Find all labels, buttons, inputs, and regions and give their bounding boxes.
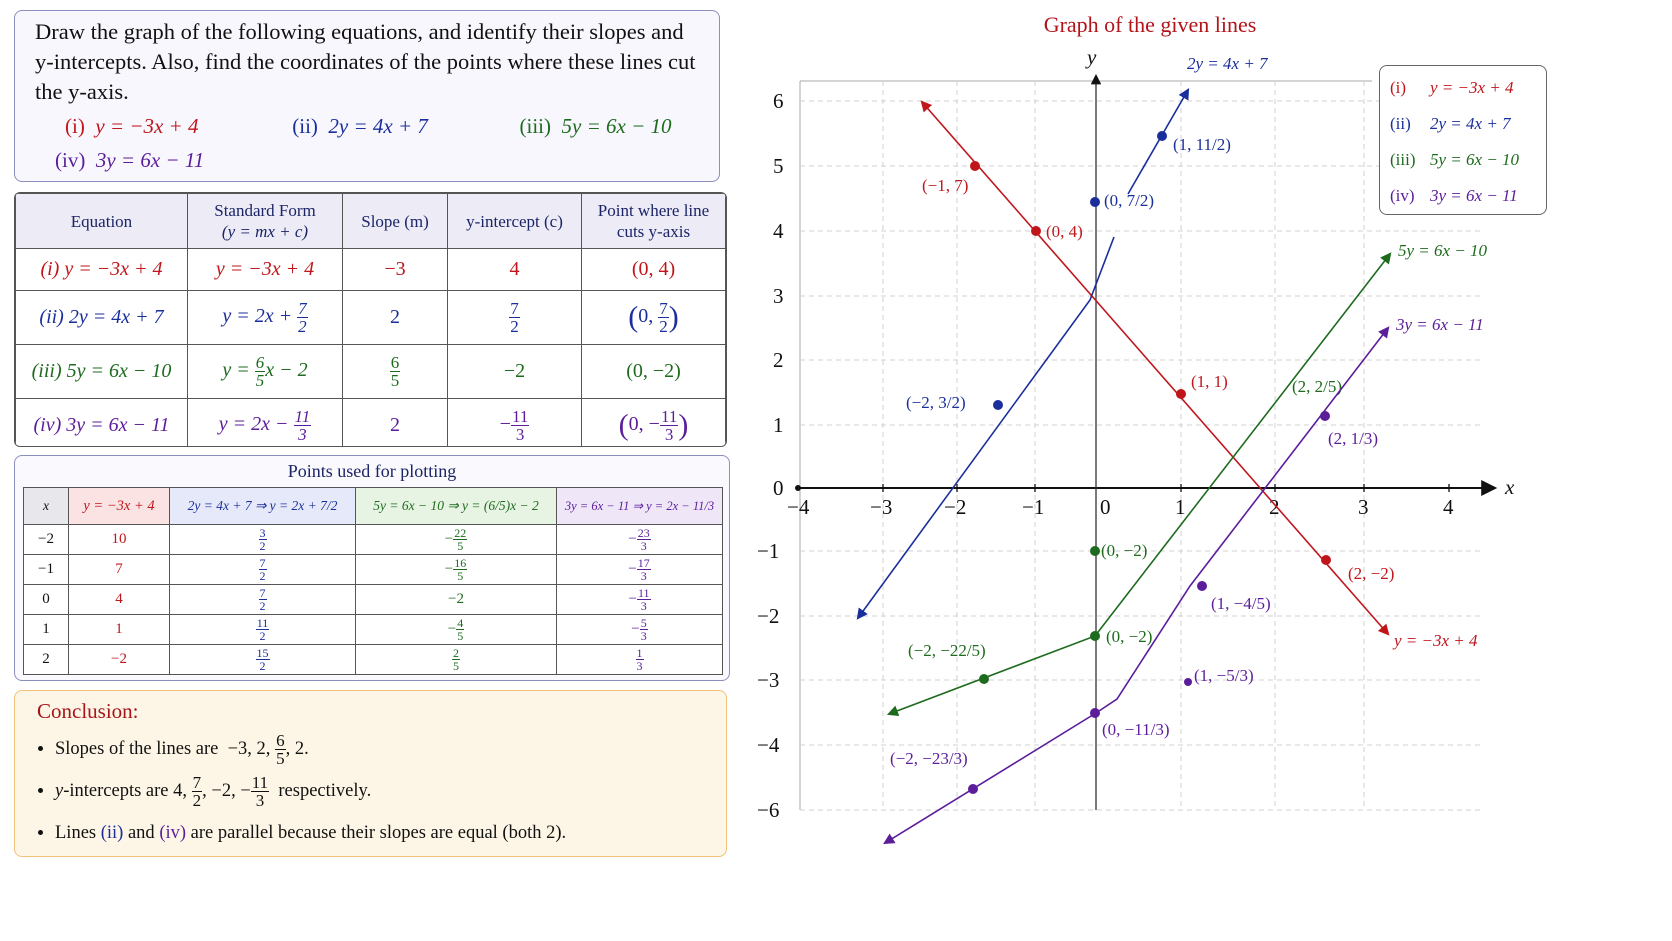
legend-item-ii: (ii) 2y = 4x + 7	[1390, 114, 1511, 133]
svg-text:1: 1	[1175, 495, 1186, 519]
cell-intercept: −2	[448, 345, 582, 399]
header-line-iv: 3y = 6x − 11 ⇒ y = 2x − 11/3	[557, 488, 723, 525]
cell-standard: y = $\frac{6}{5}$ x − 2	[188, 345, 343, 399]
cell-point: (0, −2)	[582, 345, 726, 399]
cell-equation: (i) y = −3x + 4	[16, 249, 188, 291]
cell-y1: 7	[69, 555, 170, 585]
cell-intercept: − $\frac{11}{3}$	[448, 399, 582, 448]
svg-text:0: 0	[1100, 495, 1111, 519]
svg-text:(−1, 7): (−1, 7)	[922, 176, 969, 195]
x-axis-label: x	[1505, 475, 1515, 499]
problem-eq-iii: (iii) 5y = 6x − 10	[519, 114, 672, 138]
cell-y3: −2	[356, 585, 557, 615]
table-row	[24, 525, 723, 555]
svg-text:3: 3	[1358, 495, 1369, 519]
svg-text:−4: −4	[787, 495, 810, 519]
svg-text:−2: −2	[944, 495, 967, 519]
cell-y4: − $\frac{5}{3}$	[557, 615, 723, 645]
summary-table-box	[14, 192, 727, 447]
header-line-i: y = −3x + 4	[69, 488, 170, 525]
svg-text:−6: −6	[757, 798, 780, 822]
cell-y1: −2	[69, 645, 170, 675]
svg-text:5: 5	[773, 154, 784, 178]
cell-equation: (iv) 3y = 6x − 11	[16, 399, 188, 448]
conclusion-parallel: • Lines (ii) and (iv) are parallel because their slopes are equal (both 2).	[55, 812, 704, 854]
cell-y1: 10	[69, 525, 170, 555]
cell-equation: (ii) 2y = 4x + 7	[16, 291, 188, 345]
svg-text:−4: −4	[757, 733, 780, 757]
svg-text:(−2, −22/5): (−2, −22/5)	[908, 641, 986, 660]
svg-text:(2, 2/5): (2, 2/5)	[1292, 377, 1343, 396]
table-row	[16, 291, 726, 345]
svg-text:4: 4	[773, 219, 784, 243]
svg-text:(0, 4): (0, 4)	[1046, 222, 1083, 241]
cell-standard: y = 2x − $\frac{11}{3}$	[188, 399, 343, 448]
table-row	[24, 615, 723, 645]
svg-text:−3: −3	[757, 668, 780, 692]
cell-y3: − $\frac{4}{5}$	[356, 615, 557, 645]
cell-y4: $\frac{1}{3}$	[557, 645, 723, 675]
problem-statement-box	[14, 10, 720, 182]
cell-point: (0, $\frac{7}{2}$ )	[582, 291, 726, 345]
svg-text:2: 2	[1269, 495, 1280, 519]
svg-text:1: 1	[773, 413, 784, 437]
svg-text:(1, 11/2): (1, 11/2)	[1173, 135, 1231, 154]
cell-intercept: 4	[448, 249, 582, 291]
cell-x: 2	[24, 645, 69, 675]
table-row	[24, 585, 723, 615]
line-ii-blue	[858, 54, 1269, 618]
plotting-points-table	[23, 487, 723, 675]
svg-text:(0, −11/3): (0, −11/3)	[1102, 720, 1170, 739]
cell-standard: y = 2x + $\frac{7}{2}$	[188, 291, 343, 345]
svg-text:(−2, 3/2): (−2, 3/2)	[906, 393, 966, 412]
cell-y2: $\frac{7}{2}$	[170, 555, 356, 585]
graph-legend	[1379, 65, 1547, 215]
svg-text:y = −3x + 4: y = −3x + 4	[1394, 631, 1478, 650]
svg-text:6: 6	[773, 89, 784, 113]
header-line-ii: 2y = 4x + 7 ⇒ y = 2x + 7/2	[170, 488, 356, 525]
table-row	[16, 345, 726, 399]
cell-x: −1	[24, 555, 69, 585]
table-row	[16, 249, 726, 291]
svg-text:(0, −2): (0, −2)	[1106, 627, 1153, 646]
svg-text:(2, −2): (2, −2)	[1348, 564, 1395, 583]
svg-text:−1: −1	[1022, 495, 1045, 519]
legend-item-iii: (iii) 5y = 6x − 10	[1390, 150, 1520, 169]
svg-text:(−2, −23/3): (−2, −23/3)	[890, 749, 968, 768]
svg-text:−3: −3	[870, 495, 893, 519]
conclusion-slopes: • Slopes of the lines are −3, 2, $\frac{6}{5}$ , 2.	[55, 728, 704, 770]
header-standard-form: Standard Form (y = mx + c)	[188, 194, 343, 249]
header-line-iii: 5y = 6x − 10 ⇒ y = (6/5)x − 2	[356, 488, 557, 525]
cell-y4: − $\frac{17}{3}$	[557, 555, 723, 585]
svg-text:2: 2	[773, 348, 784, 372]
cell-y3: − $\frac{16}{5}$	[356, 555, 557, 585]
conclusion-intercepts: • y-intercepts are 4, $\frac{7}{2}$ , −2, − $\frac{11}{3}$ respectively.	[55, 770, 704, 812]
graph-panel	[750, 0, 1672, 941]
cell-y2: $\frac{3}{2}$	[170, 525, 356, 555]
plotting-points-box	[14, 455, 730, 681]
summary-header-row	[16, 194, 726, 249]
conclusion-box	[14, 690, 727, 857]
graph-title: Graph of the given lines	[1043, 12, 1257, 37]
table-row	[24, 645, 723, 675]
problem-eq-iv: (iv) 3y = 6x − 11	[55, 148, 205, 172]
svg-text:4: 4	[1443, 495, 1454, 519]
cell-y1: 4	[69, 585, 170, 615]
svg-text:(0, −2): (0, −2)	[1101, 541, 1148, 560]
points-header-row	[24, 488, 723, 525]
cell-point: (0, − $\frac{11}{3}$ )	[582, 399, 726, 448]
cell-point: (0, 4)	[582, 249, 726, 291]
cell-y2: $\frac{11}{2}$	[170, 615, 356, 645]
svg-text:(2, 1/3): (2, 1/3)	[1328, 429, 1379, 448]
conclusion-list	[37, 728, 704, 854]
svg-text:2y = 4x + 7: 2y = 4x + 7	[1187, 54, 1268, 73]
cell-y1: 1	[69, 615, 170, 645]
cell-y3: $\frac{2}{5}$	[356, 645, 557, 675]
svg-text:(1, −5/3): (1, −5/3)	[1194, 666, 1254, 685]
header-equation: Equation	[16, 194, 188, 249]
problem-text: Draw the graph of the following equations, and identify their slopes and y-intercepts. Also, find the coordinates of the points where these lines cut the y-axis.	[35, 19, 696, 104]
table-row	[24, 555, 723, 585]
problem-equations	[35, 109, 699, 177]
problem-eq-ii: (ii) 2y = 4x + 7	[292, 114, 428, 138]
cell-slope: 2	[343, 399, 448, 448]
summary-table	[15, 193, 726, 447]
cell-x: −2	[24, 525, 69, 555]
y-axis-label: y	[1087, 45, 1097, 69]
cell-x: 0	[24, 585, 69, 615]
cell-slope: 2	[343, 291, 448, 345]
svg-text:3y = 6x − 11: 3y = 6x − 11	[1396, 315, 1484, 334]
cell-slope: $\frac{6}{5}$	[343, 345, 448, 399]
legend-item-iv: (iv) 3y = 6x − 11	[1390, 186, 1518, 205]
cell-y4: − $\frac{11}{3}$	[557, 585, 723, 615]
svg-text:0: 0	[773, 476, 784, 500]
svg-text:(1, −4/5): (1, −4/5)	[1211, 594, 1271, 613]
cell-standard: y = −3x + 4	[188, 249, 343, 291]
cell-x: 1	[24, 615, 69, 645]
plotting-points-title: Points used for plotting	[287, 461, 457, 481]
svg-text:3: 3	[773, 284, 784, 308]
legend-item-i: (i) y = −3x + 4	[1390, 78, 1514, 97]
cell-y3: − $\frac{22}{5}$	[356, 525, 557, 555]
svg-text:−1: −1	[757, 539, 780, 563]
cell-slope: −3	[343, 249, 448, 291]
header-slope: Slope (m)	[343, 194, 448, 249]
header-intercept: y-intercept (c)	[448, 194, 582, 249]
problem-eq-i: (i) y = −3x + 4	[65, 114, 199, 138]
cell-y2: $\frac{15}{2}$	[170, 645, 356, 675]
conclusion-title: Conclusion:	[37, 699, 139, 723]
y-tick-labels	[757, 89, 784, 822]
cell-y2: $\frac{7}{2}$	[170, 585, 356, 615]
header-point: Point where line cuts y-axis	[582, 194, 726, 249]
cell-y4: − $\frac{23}{3}$	[557, 525, 723, 555]
cell-equation: (iii) 5y = 6x − 10	[16, 345, 188, 399]
header-x: x	[24, 488, 69, 525]
svg-text:−2: −2	[757, 604, 780, 628]
cell-intercept: $\frac{7}{2}$	[448, 291, 582, 345]
x-tick-labels	[787, 495, 1454, 519]
svg-text:(1, 1): (1, 1)	[1191, 372, 1228, 391]
svg-text:5y = 6x − 10: 5y = 6x − 10	[1398, 241, 1488, 260]
table-row	[16, 399, 726, 448]
svg-text:(0, 7/2): (0, 7/2)	[1104, 191, 1155, 210]
